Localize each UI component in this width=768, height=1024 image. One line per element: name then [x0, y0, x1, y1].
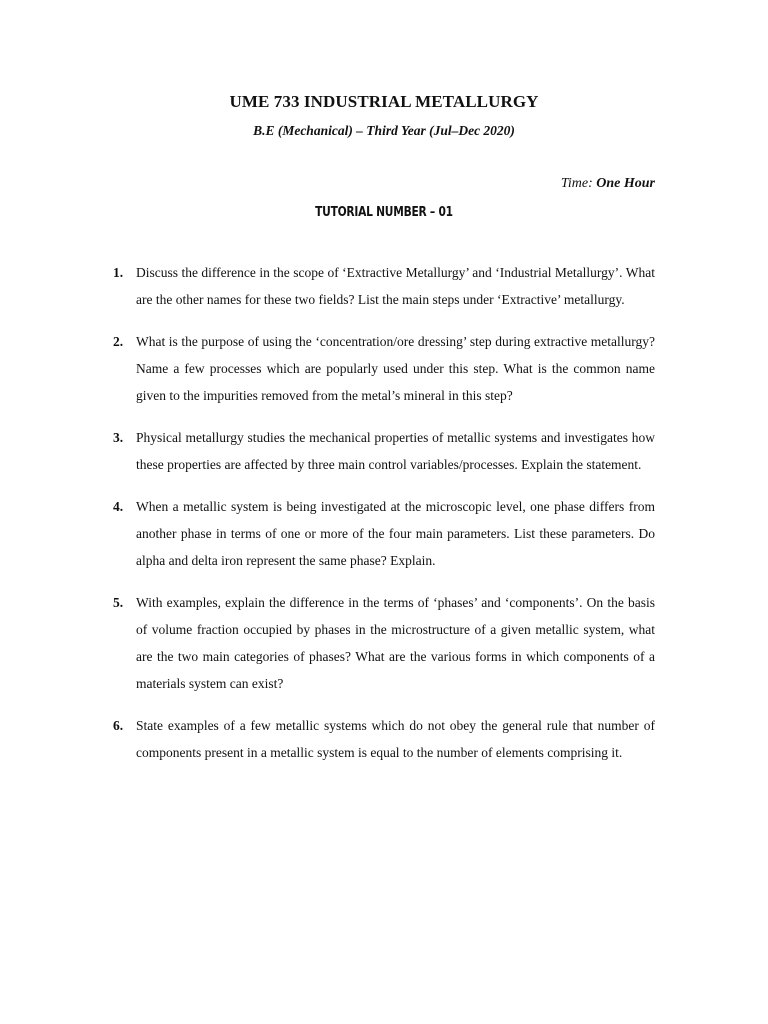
course-title: UME 733 INDUSTRIAL METALLURGY [229, 92, 539, 111]
question-text: Physical metallurgy studies the mechanical properties of metallic systems and investigates how these properties are affected by three main control variables/processes. Explain the statement. [136, 430, 655, 472]
course-subtitle: B.E (Mechanical) – Third Year (Jul–Dec 2020) [253, 123, 515, 138]
time-value: One Hour [596, 176, 655, 191]
question-item [113, 424, 655, 478]
question-item [113, 328, 655, 409]
question-number: 2. [113, 334, 124, 349]
question-number: 1. [113, 265, 124, 280]
question-text: With examples, explain the difference in the terms of ‘phases’ and ‘components’. On the basis of volume fraction occupied by phases in the microstructure of a given metallic system, what are the two main categories of phases? What are the various forms in which components of a materials system can exist? [136, 595, 655, 691]
question-item [113, 259, 655, 313]
question-item [113, 712, 655, 766]
question-number: 4. [113, 499, 124, 514]
question-list [113, 259, 655, 766]
question-text: State examples of a few metallic systems which do not obey the general rule that number of components present in a metallic system is equal to the number of elements comprising it. [136, 718, 655, 760]
question-number: 6. [113, 718, 124, 733]
question-number: 5. [113, 595, 124, 610]
question-item [113, 589, 655, 697]
question-text: Discuss the difference in the scope of ‘Extractive Metallurgy’ and ‘Industrial Metallurgy’. What are the other names for these two fields? List the main steps under ‘Extractive’ metallurgy. [136, 265, 655, 307]
question-item [113, 493, 655, 574]
time-allowed [561, 176, 655, 192]
tutorial-heading: TUTORIAL NUMBER – 01 [315, 205, 453, 220]
question-text: What is the purpose of using the ‘concentration/ore dressing’ step during extractive metallurgy? Name a few processes which are popularly used under this step. What is the common name given to the impurities removed from the metal’s mineral in this step? [136, 334, 655, 403]
question-text: When a metallic system is being investigated at the microscopic level, one phase differs from another phase in terms of one or more of the four main parameters. List these parameters. Do alpha and delta iron represent the same phase? Explain. [136, 499, 655, 568]
time-label: Time: [560, 176, 597, 191]
question-number: 3. [113, 430, 124, 445]
